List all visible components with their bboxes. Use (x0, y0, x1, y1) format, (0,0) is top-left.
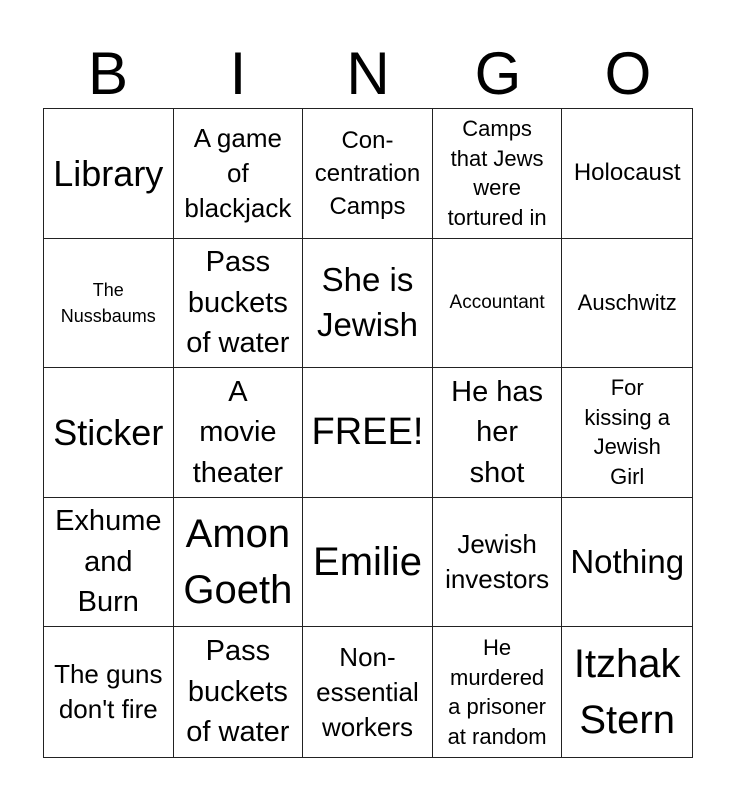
cell-text: Auschwitz (577, 290, 677, 316)
bingo-cell-r4c3[interactable] (303, 498, 433, 628)
cell-text: He has her shot (451, 375, 544, 489)
header-letter-i: I (229, 40, 247, 107)
cell-text: Library (53, 152, 164, 194)
cell-text: She is Jewish (317, 261, 418, 343)
bingo-cell-r2c2[interactable] (174, 239, 304, 369)
bingo-cell-r3c1[interactable] (44, 368, 174, 498)
bingo-header (43, 40, 693, 108)
cell-text: For kissing a Jewish Girl (584, 375, 670, 490)
bingo-cell-r4c4[interactable] (433, 498, 563, 628)
bingo-cell-r2c1[interactable] (44, 239, 174, 369)
cell-text: He murdered a prisoner at random (447, 634, 547, 749)
cell-text: Nothing (570, 542, 685, 580)
cell-text: Camps that Jews were tortured in (447, 115, 547, 230)
bingo-cell-r1c3[interactable] (303, 109, 433, 239)
bingo-cell-r5c1[interactable] (44, 627, 174, 757)
bingo-cell-r2c4[interactable] (433, 239, 563, 369)
cell-text: A game of blackjack (184, 122, 292, 223)
cell-text: Non- essential workers (316, 641, 419, 742)
bingo-cell-r4c2[interactable] (174, 498, 304, 628)
bingo-cell-r3c4[interactable] (433, 368, 563, 498)
cell-text: Accountant (449, 291, 545, 313)
bingo-cell-r4c1[interactable] (44, 498, 174, 628)
cell-text: Pass buckets of water (186, 635, 290, 749)
bingo-cell-r1c5[interactable] (562, 109, 692, 239)
bingo-cell-r3c2[interactable] (174, 368, 304, 498)
cell-text: Amon Goeth (183, 512, 293, 613)
header-letter-g: G (474, 40, 522, 107)
cell-text: The guns don't fire (54, 659, 163, 725)
cell-text: Con- centration Camps (314, 126, 421, 220)
bingo-cell-r5c2[interactable] (174, 627, 304, 757)
bingo-cell-r1c2[interactable] (174, 109, 304, 239)
cell-text: Itzhak Stern (573, 642, 681, 743)
bingo-cell-r2c5[interactable] (562, 239, 692, 369)
bingo-cell-r5c4[interactable] (433, 627, 563, 757)
cell-text: Holocaust (573, 158, 681, 186)
bingo-cell-r5c3[interactable] (303, 627, 433, 757)
bingo-cell-r3c5[interactable] (562, 368, 692, 498)
cell-text: FREE! (311, 410, 424, 453)
bingo-cell-r4c5[interactable] (562, 498, 692, 628)
bingo-cell-r5c5[interactable] (562, 627, 692, 757)
bingo-cell-r1c1[interactable] (44, 109, 174, 239)
bingo-cell-r1c4[interactable] (433, 109, 563, 239)
cell-text: Pass buckets of water (186, 246, 290, 360)
header-letter-o: O (604, 40, 652, 107)
header-letter-n: N (346, 40, 390, 107)
header-letter-b: B (87, 40, 129, 107)
cell-text: A movie theater (192, 375, 284, 489)
cell-text: Emilie (313, 540, 422, 585)
cell-text: Exhume and Burn (55, 505, 162, 619)
bingo-cell-r2c3[interactable] (303, 239, 433, 369)
bingo-board (43, 108, 693, 758)
cell-text: Sticker (53, 411, 164, 453)
cell-text: Jewish investors (445, 529, 550, 595)
cell-text: The Nussbaums (60, 279, 156, 326)
bingo-cell-r3c3[interactable] (303, 368, 433, 498)
